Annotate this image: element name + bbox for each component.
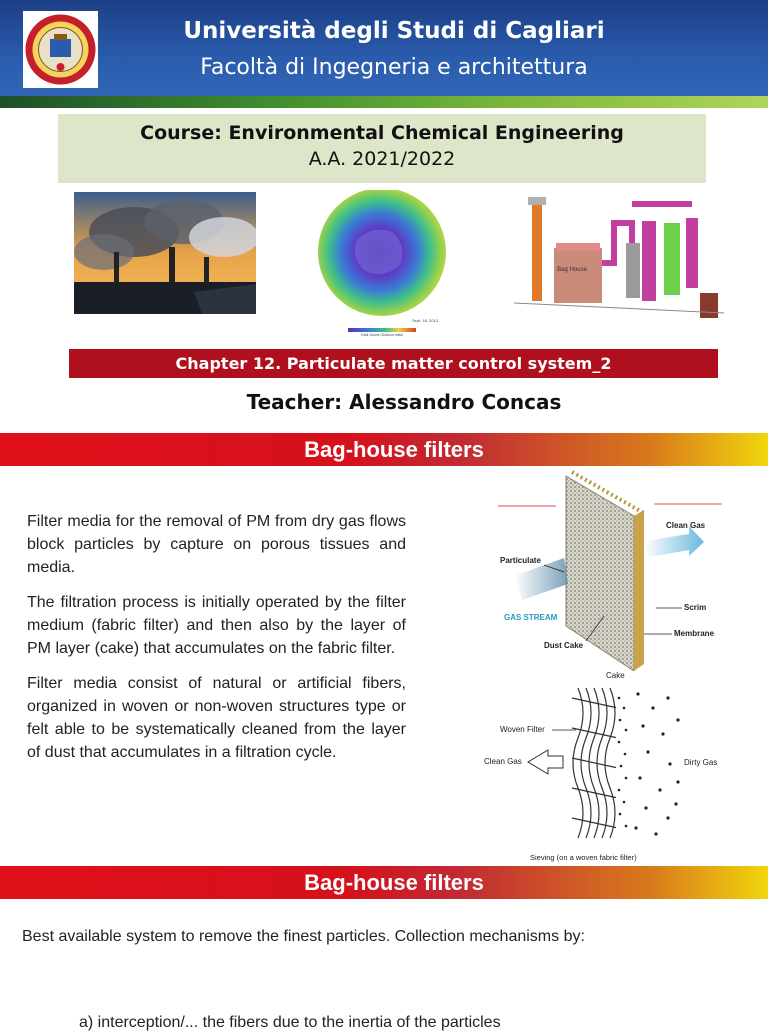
label-clean-gas: Clean Gas — [666, 521, 706, 530]
paragraph: The filtration process is initially operated by the filter medium (fabric filter) and then also by the layer of PM layer (cake) that accumulates on the fabric filter. — [27, 594, 406, 657]
paragraph: Filter media consist of natural or artificial fibers, organized in woven or non-woven structures type or felt able to be systematically cleaned from the layer of dust that accumulates in a filtration cycle. — [27, 675, 406, 761]
faculty-name: Facoltà di Ingegneria e architettura — [200, 55, 588, 80]
paragraph: Filter media for the removal of PM from dry gas flows block particles by capture on porous tissues and media. — [27, 513, 406, 576]
ozone-scale-label: Total Ozone (Dobson units) — [360, 333, 404, 336]
label-particulate: Particulate — [500, 556, 541, 565]
section-header-1 — [0, 433, 768, 466]
teacher-name: Teacher: Alessandro Concas — [246, 390, 562, 414]
figure2-caption: Sieving (on a woven fabric filter) — [530, 853, 637, 862]
filter-layer-figure — [494, 466, 734, 671]
plant-label-bag-house: Bag House — [557, 267, 587, 273]
label-dust-cake: Dust Cake — [544, 641, 584, 650]
label-membrane: Membrane — [674, 629, 715, 638]
treatment-plant-diagram — [514, 193, 724, 335]
section-title: Bag-house filters — [304, 870, 484, 895]
label-cake: Cake — [606, 671, 625, 680]
section1-text — [27, 510, 406, 776]
section2-cut-line: a) interception/... the fibers due to the inertia of the particles — [79, 1014, 501, 1031]
label-gas-stream: GAS STREAM — [504, 613, 558, 622]
chapter-title: Chapter 12. Particulate matter control system_2 — [69, 349, 718, 378]
university-name: Università degli Studi di Cagliari — [183, 18, 605, 44]
label-dirty-gas: Dirty Gas — [684, 758, 718, 767]
section2-intro: Best available system to remove the finest particles. Collection mechanisms by: — [22, 928, 585, 945]
header-stripe — [0, 96, 768, 108]
course-box — [58, 114, 706, 183]
industrial-smoke-image — [74, 192, 256, 314]
ozone-caption: Sept. 16, 2013 — [412, 318, 439, 323]
section-header-2 — [0, 866, 768, 899]
academic-year: A.A. 2021/2022 — [308, 148, 456, 170]
section-title: Bag-house filters — [304, 437, 484, 462]
label-woven-filter: Woven Filter — [500, 725, 545, 734]
ozone-hole-image — [312, 190, 452, 336]
course-title: Course: Environmental Chemical Engineering — [140, 122, 624, 144]
label-scrim: Scrim — [684, 603, 707, 612]
label-clean-gas-2: Clean Gas — [484, 757, 522, 766]
header-banner — [0, 0, 768, 98]
woven-filter-sieving-figure — [478, 668, 746, 864]
